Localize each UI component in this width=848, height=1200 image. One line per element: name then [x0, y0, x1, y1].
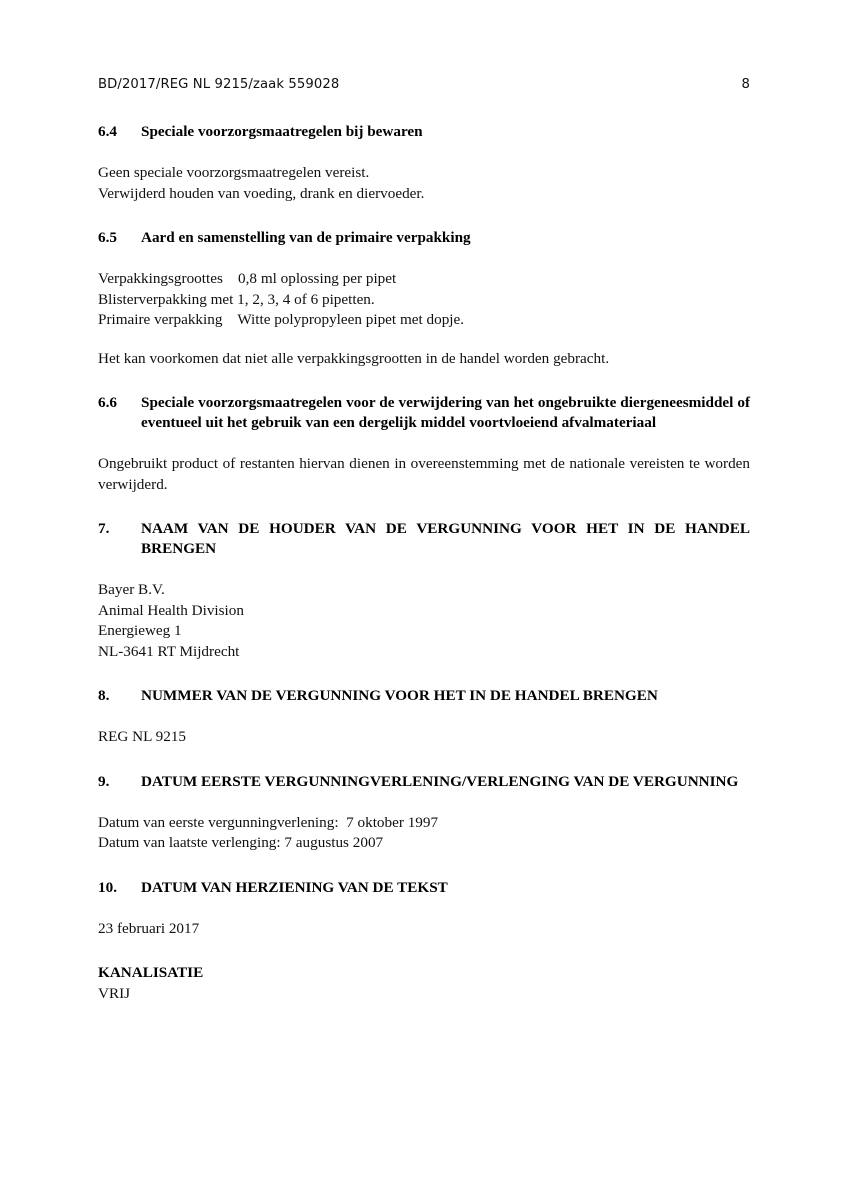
body-line: Geen speciale voorzorgsmaatregelen vereist.	[98, 164, 370, 181]
section-10-title: DATUM VAN HERZIENING VAN DE TEKST	[141, 878, 448, 896]
section-8-heading	[98, 686, 750, 706]
section-6-5-paragraph: Het kan voorkomen dat niet alle verpakkingsgrootten in de handel worden gebracht.	[98, 349, 610, 367]
section-7-number: 7.	[98, 520, 110, 537]
section-7	[98, 519, 750, 662]
section-6-4-number: 6.4	[98, 123, 117, 140]
kanalisatie-value: VRIJ	[98, 984, 131, 1002]
section-8-title: NUMMER VAN DE VERGUNNING VOOR HET IN DE HANDEL BRENGEN	[141, 687, 658, 704]
section-7-title: NAAM VAN DE HOUDER VAN DE VERGUNNING VOOR HET IN DE HANDEL BRENGEN	[141, 520, 750, 557]
section-6-5-title: Aard en samenstelling van de primaire verpakking	[141, 229, 471, 246]
section-6-6-number: 6.6	[98, 394, 117, 411]
section-6-6-heading	[98, 393, 750, 433]
section-9-number: 9.	[98, 772, 110, 790]
body-line: Datum van eerste vergunningverlening: 7 oktober 1997	[98, 813, 439, 831]
section-6-5-number: 6.5	[98, 229, 117, 246]
section-6-5-heading	[98, 228, 750, 248]
body-line: Energieweg 1	[98, 622, 182, 639]
document-header	[98, 76, 750, 93]
kanalisatie-value-wrap	[98, 984, 750, 1005]
body-line: Datum van laatste verlenging: 7 augustus 2007	[98, 834, 384, 851]
section-6-4	[98, 122, 750, 204]
header-reference: BD/2017/REG NL 9215/zaak 559028	[98, 77, 340, 92]
section-8-body	[98, 727, 750, 748]
section-6-4-title: Speciale voorzorgsmaatregelen bij bewaren	[141, 123, 423, 140]
body-line: NL-3641 RT Mijdrecht	[98, 642, 240, 660]
section-8	[98, 686, 750, 748]
section-10-body	[98, 919, 750, 940]
section-7-body	[98, 580, 750, 662]
body-line: Verwijderd houden van voeding, drank en diervoeder.	[98, 184, 425, 202]
section-6-4-heading	[98, 122, 750, 142]
page-number: 8	[741, 77, 750, 92]
section-10-heading	[98, 878, 750, 898]
section-8-number: 8.	[98, 687, 110, 704]
body-line: Bayer B.V.	[98, 581, 165, 598]
section-7-heading	[98, 519, 750, 559]
section-6-6-paragraph: Ongebruikt product of restanten hiervan dienen in overeenstemming met de nationale vereisten te worden verwijderd.	[98, 455, 750, 493]
body-line: Animal Health Division	[98, 601, 244, 619]
section-6-6-title: Speciale voorzorgsmaatregelen voor de verwijdering van het ongebruikte diergeneesmiddel of eventueel uit het gebruik van een dergelijk middel voortvloeiend afvalmateriaal	[141, 394, 750, 431]
section-10-number: 10.	[98, 878, 117, 896]
section-9-body	[98, 813, 750, 854]
section-10	[98, 878, 750, 940]
kanalisatie-block	[98, 963, 750, 1004]
section-9	[98, 772, 750, 854]
body-line: REG NL 9215	[98, 728, 187, 745]
section-6-4-body	[98, 163, 750, 204]
body-line: Verpakkingsgroottes 0,8 ml oplossing per pipet	[98, 270, 397, 287]
page-content	[98, 76, 750, 1004]
body-line: 23 februari 2017	[98, 919, 200, 937]
section-9-title: DATUM EERSTE VERGUNNINGVERLENING/VERLENGING VAN DE VERGUNNING	[141, 772, 739, 790]
section-6-5-body	[98, 269, 750, 331]
body-line: Blisterverpakking met 1, 2, 3, 4 of 6 pipetten.	[98, 290, 375, 308]
kanalisatie-label: KANALISATIE	[98, 964, 204, 981]
section-6-6	[98, 393, 750, 495]
section-6-5	[98, 228, 750, 369]
section-9-heading	[98, 772, 750, 792]
body-line: Primaire verpakking Witte polypropyleen pipet met dopje.	[98, 311, 465, 328]
